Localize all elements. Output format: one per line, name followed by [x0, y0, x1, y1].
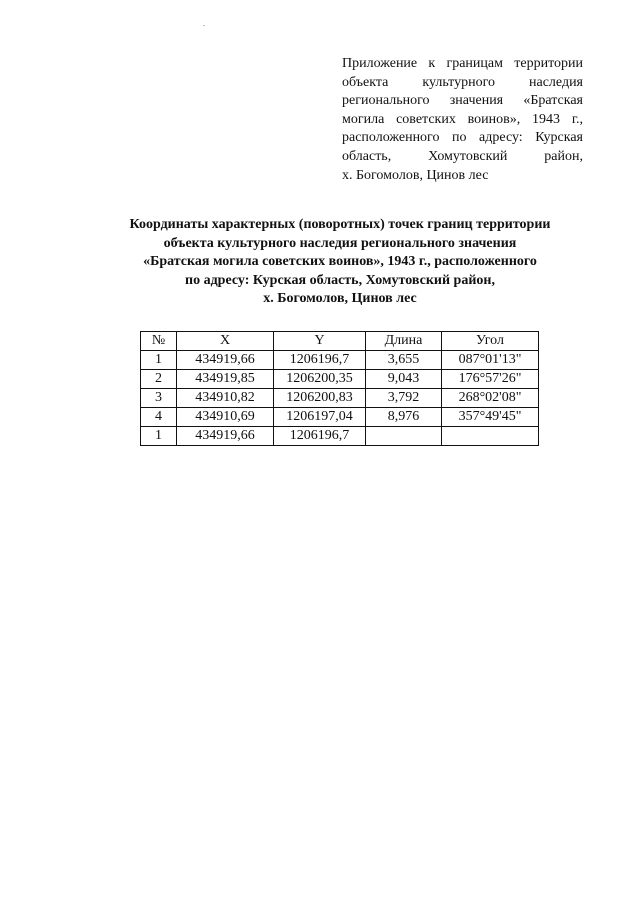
cell-angle — [442, 427, 539, 446]
document-title — [90, 216, 590, 309]
cell-length: 9,043 — [366, 370, 442, 389]
title-line: Координаты характерных (поворотных) точек границ территории — [129, 217, 551, 232]
appendix-note — [342, 55, 583, 185]
cell-angle: 357°49'45" — [442, 408, 539, 427]
header-x: X — [177, 332, 274, 351]
appendix-line: Приложение к границам территории — [342, 56, 583, 71]
cell-angle: 268°02'08" — [442, 389, 539, 408]
appendix-line: х. Богомолов, Цинов лес — [342, 167, 489, 183]
cell-y: 1206197,04 — [274, 408, 366, 427]
coordinates-table — [140, 331, 539, 446]
header-angle: Угол — [442, 332, 539, 351]
cell-x: 434910,82 — [177, 389, 274, 408]
title-line: х. Богомолов, Цинов лес — [263, 291, 417, 306]
cell-y: 1206196,7 — [274, 351, 366, 370]
cell-length: 3,792 — [366, 389, 442, 408]
appendix-line: регионального значения «Братская — [342, 93, 583, 109]
cell-y: 1206196,7 — [274, 427, 366, 446]
cell-x: 434919,85 — [177, 370, 274, 389]
appendix-line: могила советских воинов», 1943 г., — [342, 111, 583, 127]
cell-y: 1206200,35 — [274, 370, 366, 389]
table-row — [141, 370, 539, 389]
cell-number: 1 — [141, 427, 177, 446]
table-row — [141, 427, 539, 446]
table-row — [141, 389, 539, 408]
cell-length: 3,655 — [366, 351, 442, 370]
cell-x: 434910,69 — [177, 408, 274, 427]
table-row — [141, 351, 539, 370]
appendix-line: объекта культурного наследия — [342, 74, 583, 90]
cell-number: 1 — [141, 351, 177, 370]
header-number: № — [141, 332, 177, 351]
title-line: «Братская могила советских воинов», 1943 г., расположенного — [143, 254, 537, 269]
cell-x: 434919,66 — [177, 427, 274, 446]
cell-length — [366, 427, 442, 446]
title-line: объекта культурного наследия регионального значения — [163, 235, 517, 251]
cell-number: 3 — [141, 389, 177, 408]
table-row — [141, 408, 539, 427]
cell-x: 434919,66 — [177, 351, 274, 370]
header-length: Длина — [366, 332, 442, 351]
title-line: по адресу: Курская область, Хомутовский район, — [185, 272, 495, 288]
cell-y: 1206200,83 — [274, 389, 366, 408]
cell-number: 2 — [141, 370, 177, 389]
cell-length: 8,976 — [366, 408, 442, 427]
appendix-line: область, Хомутовский район, — [342, 148, 583, 164]
header-y: Y — [274, 332, 366, 351]
appendix-line: расположенного по адресу: Курская — [342, 130, 583, 146]
cell-angle: 176°57'26" — [442, 370, 539, 389]
scan-speck — [203, 25, 205, 26]
table-header-row — [141, 332, 539, 351]
cell-angle: 087°01'13" — [442, 351, 539, 370]
cell-number: 4 — [141, 408, 177, 427]
